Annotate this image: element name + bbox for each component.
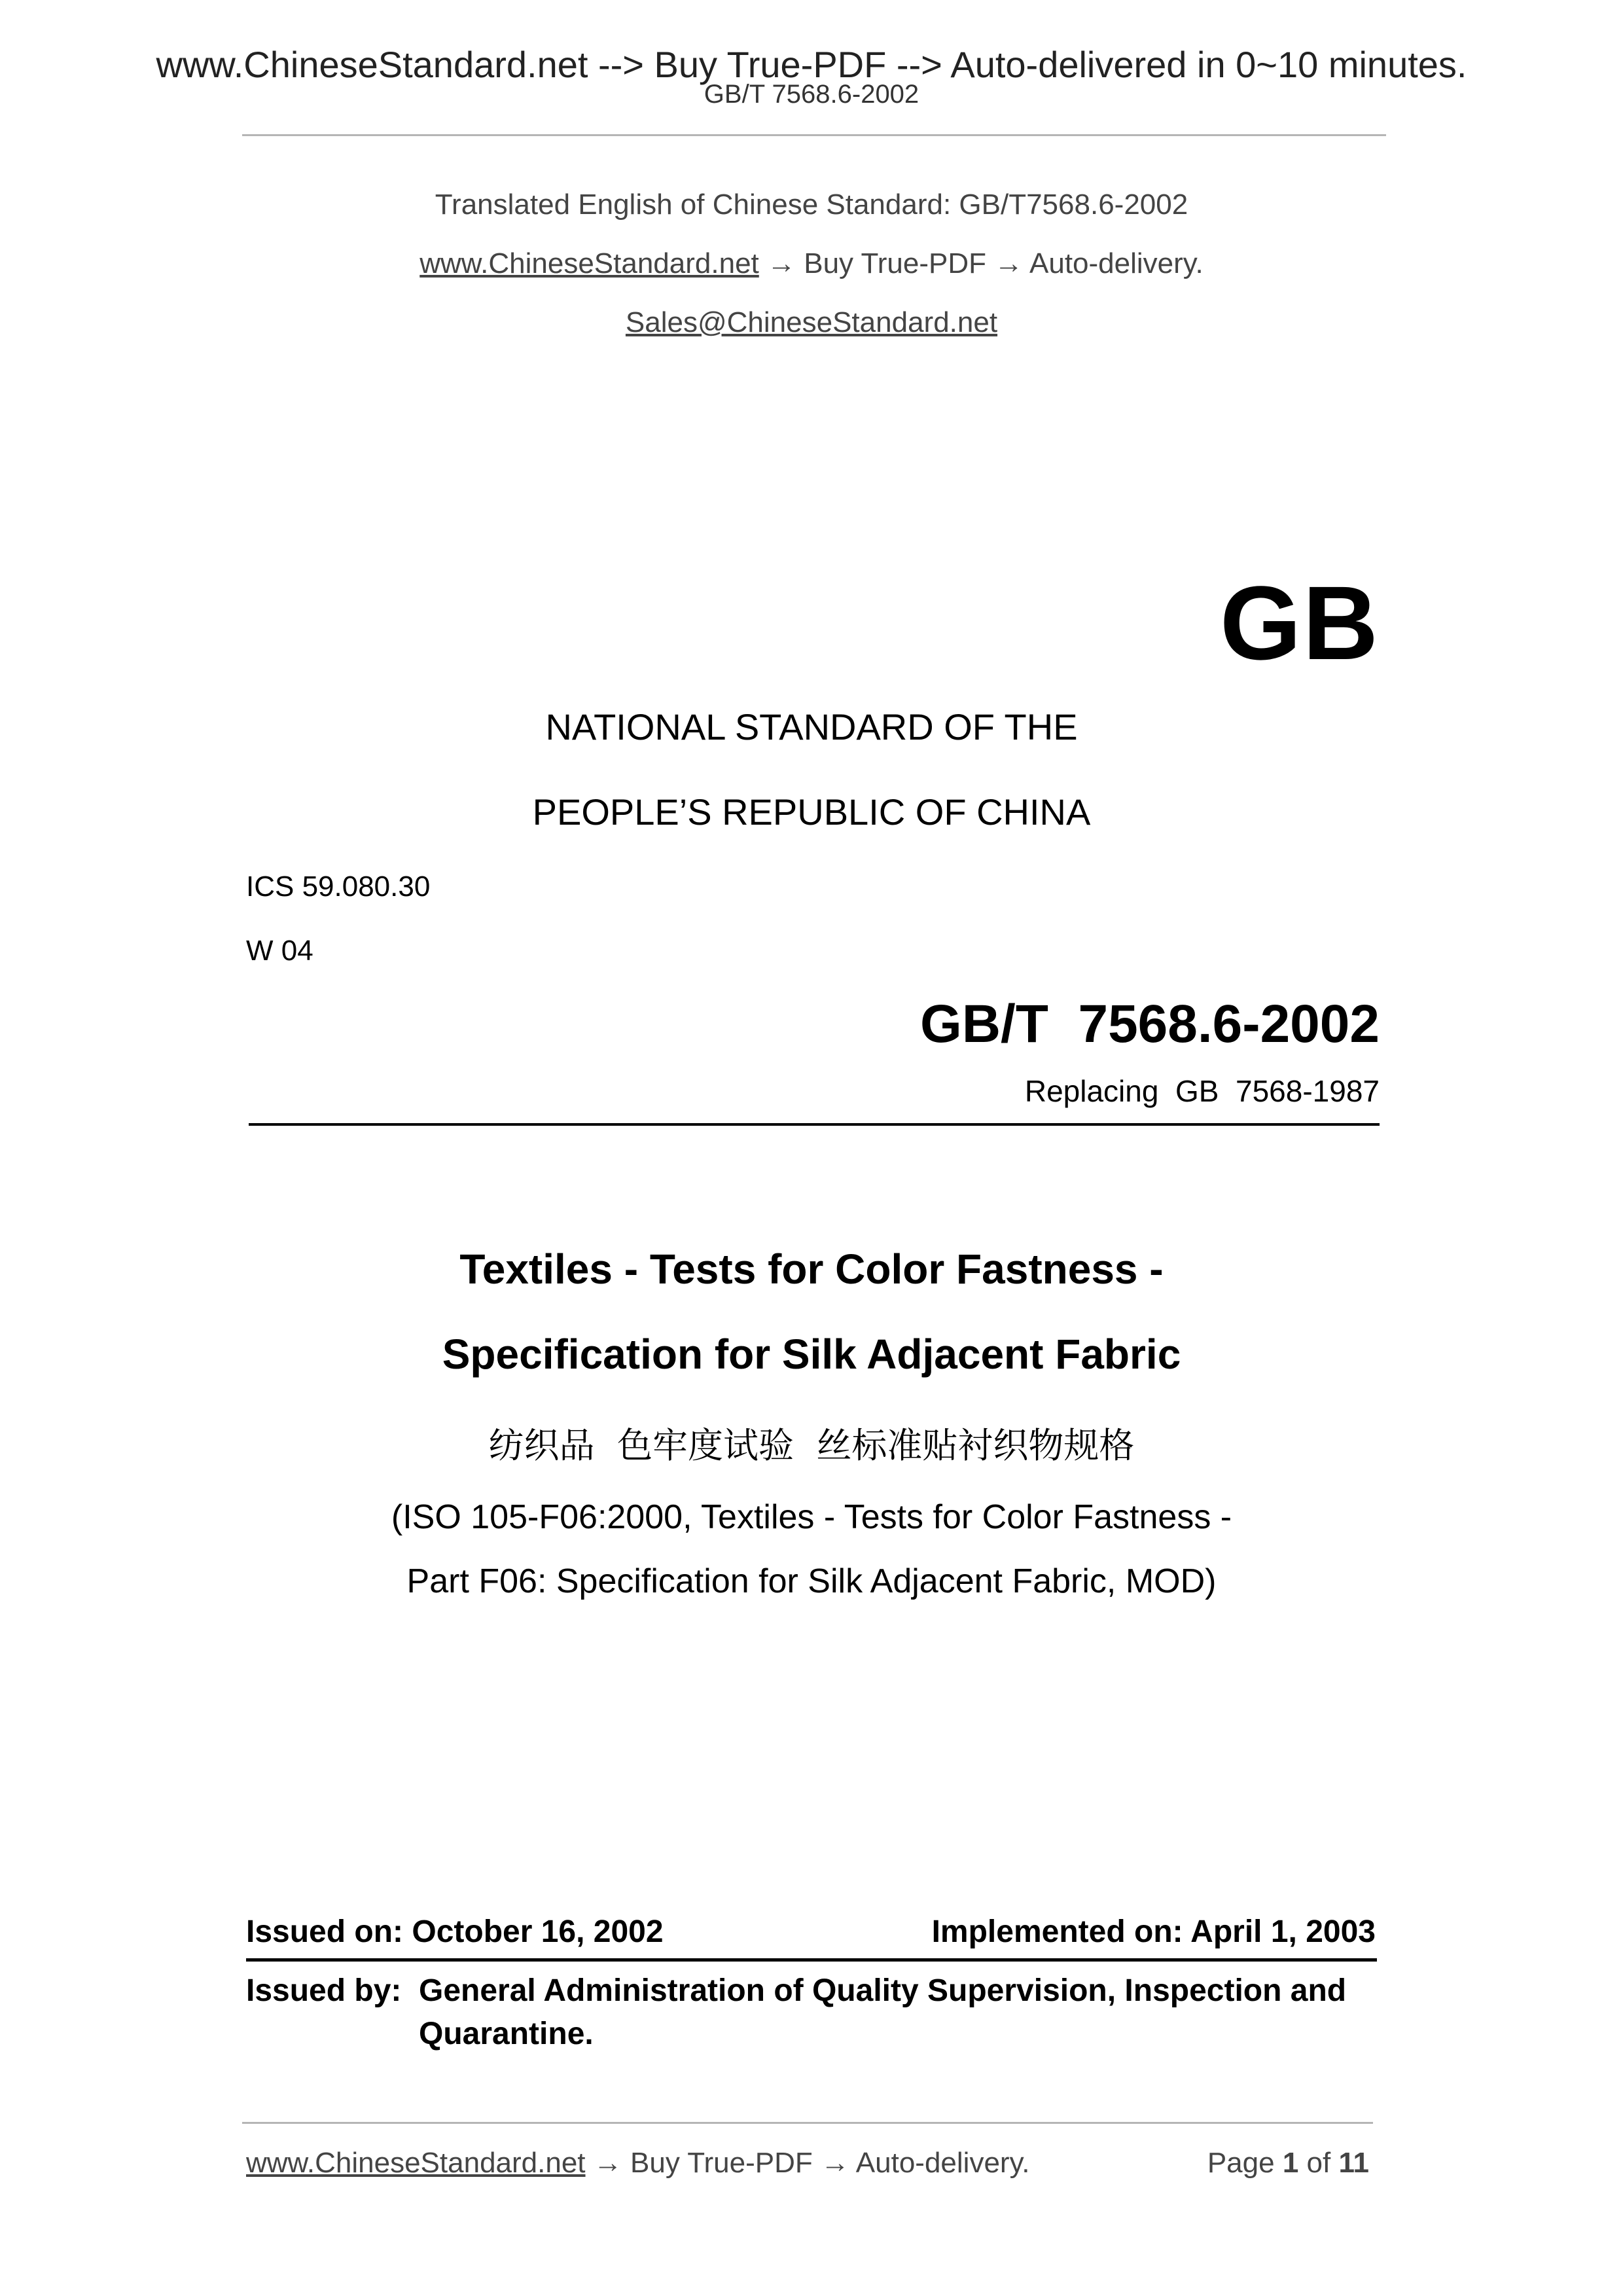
implemented-on: Implemented on: April 1, 2003 [931,1914,1376,1949]
arrow-right-icon: → [994,247,1024,279]
translated-notice: Translated English of Chinese Standard: GB/T7568.6-2002 [435,188,1188,221]
email-line [0,306,1623,339]
title-line1: Textiles - Tests for Color Fastness - [459,1246,1164,1293]
purchase-line [0,247,1623,280]
national-standard-line2: PEOPLE’S REPUBLIC OF CHINA [532,791,1091,833]
iso-reference-line1: (ISO 105-F06:2000, Textiles - Tests for Color Fastness - [391,1498,1232,1536]
page-label: Page [1207,2147,1275,2179]
page-total: 11 [1338,2147,1369,2179]
gb-logo: GB [1220,564,1380,681]
arrow-right-icon: → [593,2147,622,2179]
footer-buy-text: Buy True-PDF [630,2147,813,2179]
classification-code: W 04 [246,935,313,967]
issued-by-label: Issued by: [246,1973,402,2008]
arrow-right-icon: → [767,247,796,279]
buy-text: Buy True-PDF [804,247,986,279]
title-line2: Specification for Silk Adjacent Fabric [442,1331,1181,1378]
arrow-right-icon: → [820,2147,849,2179]
replacing-note: Replacing GB 7568-1987 [1024,1074,1380,1108]
page-number: 1 [1282,2147,1299,2179]
title-chinese: 纺织品 色牢度试验 丝标准贴衬织物规格 [488,1425,1135,1466]
top-banner: www.ChineseStandard.net --> Buy True-PDF --> Auto-delivered in 0~10 minutes. [156,44,1467,85]
issue-divider [246,1958,1377,1962]
title-divider [249,1123,1380,1126]
of-label: of [1306,2147,1331,2179]
page-indicator [1207,2147,1369,2179]
sales-email-link[interactable]: Sales@ChineseStandard.net [625,306,998,338]
footer-purchase-line [246,2147,1030,2179]
standard-number: GB/T 7568.6-2002 [920,994,1380,1054]
issued-on: Issued on: October 16, 2002 [246,1914,664,1949]
ics-code: ICS 59.080.30 [246,870,431,903]
issued-by-line2: Quarantine. [419,2017,594,2051]
header-divider [242,134,1386,136]
iso-reference-line2: Part F06: Specification for Silk Adjacent Fabric, MOD) [406,1562,1217,1600]
issued-by-line1: General Administration of Quality Supervision, Inspection and [419,1973,1347,2008]
footer-site-link[interactable]: www.ChineseStandard.net [246,2147,586,2179]
footer-delivery-text: Auto-delivery. [855,2147,1030,2179]
delivery-text: Auto-delivery. [1029,247,1204,279]
national-standard-line1: NATIONAL STANDARD OF THE [545,706,1078,747]
footer-divider [242,2122,1373,2124]
running-header-code: GB/T 7568.6-2002 [704,80,919,109]
site-link[interactable]: www.ChineseStandard.net [419,247,759,279]
